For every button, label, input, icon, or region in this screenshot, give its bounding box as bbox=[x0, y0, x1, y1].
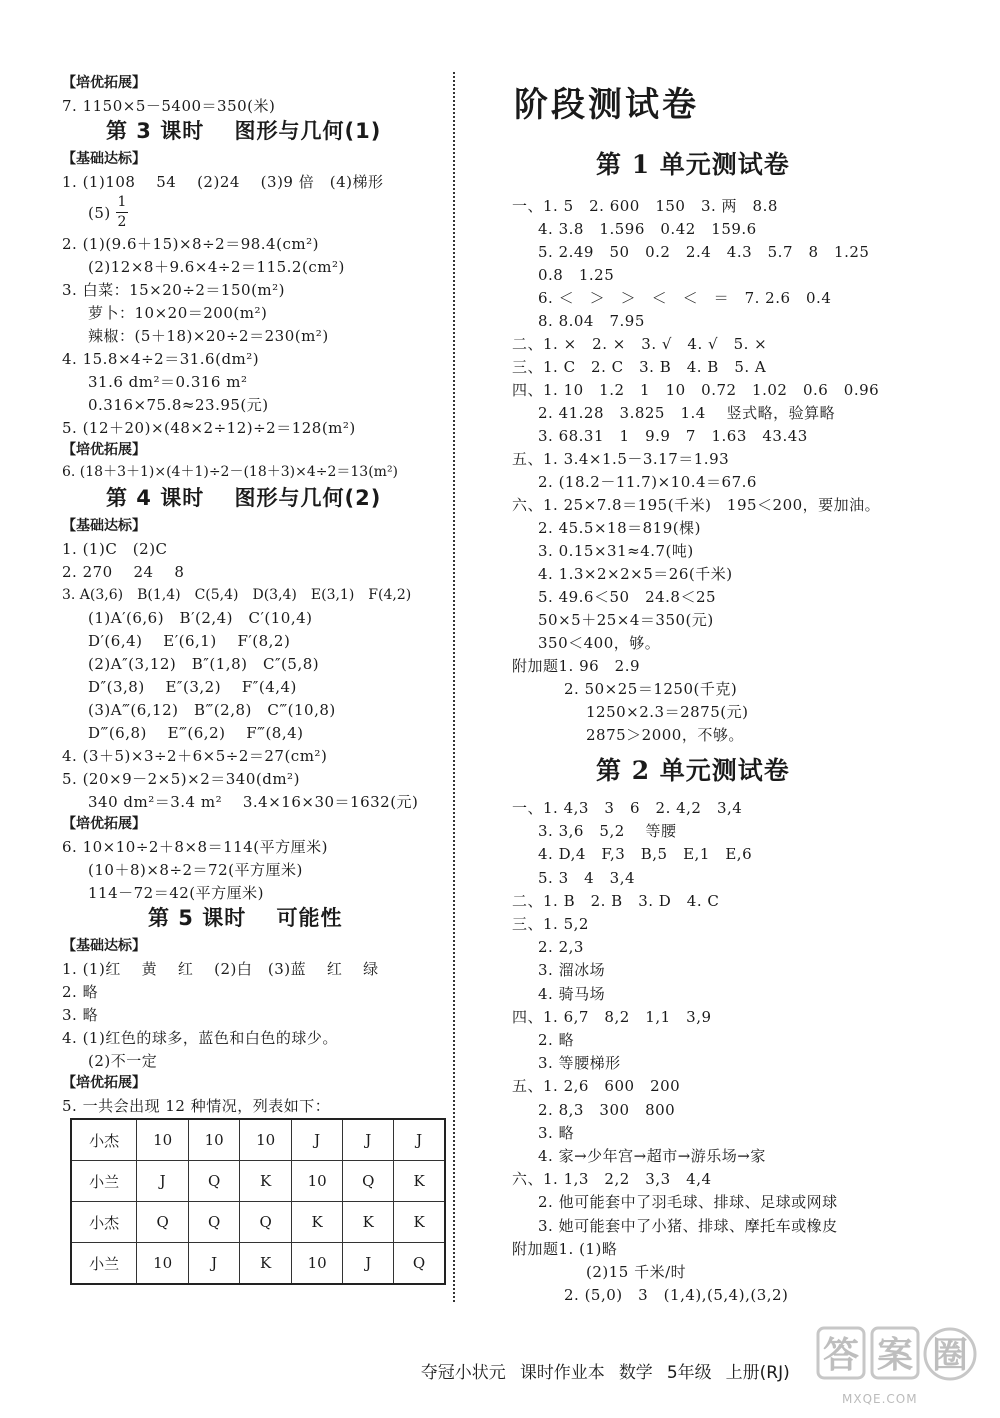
section-header: 【培优拓展】 bbox=[62, 1075, 146, 1091]
answer-line: 四、1. 10 1.2 1 10 0.72 1.02 0.6 0.96 bbox=[512, 381, 880, 399]
answer-line: 辣椒：(5＋18)×20÷2＝230(m²) bbox=[88, 327, 329, 345]
answer-line: 5. 2.49 50 0.2 2.4 4.3 5.7 8 1.25 bbox=[538, 243, 870, 261]
lesson-title: 第 5 课时 可能性 bbox=[148, 906, 343, 930]
table-cell: J bbox=[291, 1119, 343, 1161]
table-cell: K bbox=[240, 1243, 292, 1285]
answer-line: (10＋8)×8÷2＝72(平方厘米) bbox=[88, 861, 303, 879]
answer-line: (1)A′(6,6) B′(2,4) C′(10,4) bbox=[88, 609, 313, 627]
table-cell: Q bbox=[343, 1161, 394, 1202]
answer-line: 2. 略 bbox=[62, 983, 99, 1001]
answer-line: 4. 家→少年宫→超市→游乐场→家 bbox=[538, 1147, 766, 1165]
answer-line: 附加题1. 96 2.9 bbox=[512, 657, 641, 675]
answer-line: (5) bbox=[88, 204, 111, 222]
answer-line: 3. A(3,6) B(1,4) C(5,4) D(3,4) E(3,1) F(4,2) bbox=[62, 587, 412, 603]
table-cell: 小兰 bbox=[71, 1161, 137, 1202]
answer-line: (2)15 千米/时 bbox=[586, 1263, 687, 1281]
answer-line: 4. 3.8 1.596 0.42 159.6 bbox=[538, 220, 757, 238]
table-cell: 10 bbox=[291, 1161, 343, 1202]
answer-line: 2. 他可能套中了羽毛球、排球、足球或网球 bbox=[538, 1193, 838, 1212]
answer-line: D‴(6,8) E‴(6,2) F‴(8,4) bbox=[88, 724, 304, 742]
answer-line: 四、1. 6,7 8,2 1,1 3,9 bbox=[512, 1007, 712, 1026]
answer-line: 8. 8.04 7.95 bbox=[538, 312, 645, 330]
answer-line: 2. (18.2－11.7)×10.4＝67.6 bbox=[538, 473, 757, 491]
outcomes-table bbox=[70, 1118, 446, 1285]
answer-line: 350＜400，够。 bbox=[538, 634, 661, 652]
answer-line: 一、1. 4,3 3 6 2. 4,2 3,4 bbox=[512, 799, 743, 817]
answer-line: 7. 1150×5－5400＝350(米) bbox=[62, 97, 276, 115]
answer-line: 4. 15.8×4÷2＝31.6(dm²) bbox=[62, 350, 260, 368]
table-row bbox=[71, 1119, 445, 1161]
answer-line: 三、1. C 2. C 3. B 4. B 5. A bbox=[512, 358, 767, 376]
answer-line: 4. (3＋5)×3÷2＋6×5÷2＝27(cm²) bbox=[62, 747, 328, 765]
answer-line: 五、1. 3.4×1.5－3.17＝1.93 bbox=[512, 450, 730, 468]
answer-line: 1. (1)红 黄 红 (2)白 (3)蓝 红 绿 bbox=[62, 960, 379, 978]
table-cell: K bbox=[394, 1161, 445, 1202]
watermark-char: 答 bbox=[823, 1335, 860, 1376]
table-cell: J bbox=[137, 1161, 189, 1202]
table-cell: Q bbox=[240, 1202, 292, 1243]
footer-grade: 5年级 bbox=[666, 1363, 712, 1383]
table-cell: J bbox=[343, 1119, 394, 1161]
answer-line: 五、1. 2,6 600 200 bbox=[512, 1077, 681, 1096]
table-cell: Q bbox=[137, 1202, 189, 1243]
answer-line: 2875＞2000，不够。 bbox=[586, 726, 744, 744]
answer-line: 114－72＝42(平方厘米) bbox=[88, 884, 265, 902]
answer-line: 5. (20×9－2×5)×2＝340(dm²) bbox=[62, 770, 300, 788]
fraction-bar bbox=[116, 212, 128, 213]
answer-line: 3. 她可能套中了小猪、排球、摩托车或橡皮 bbox=[538, 1216, 838, 1235]
footer-volume: 上册(RJ) bbox=[725, 1363, 790, 1383]
page-footer bbox=[410, 1340, 804, 1384]
table-cell: K bbox=[291, 1202, 343, 1243]
answer-line: 4. D,4 F,3 B,5 E,1 E,6 bbox=[538, 845, 753, 864]
table-row bbox=[71, 1243, 445, 1285]
table-cell: 10 bbox=[240, 1119, 292, 1161]
answer-line: 1250×2.3＝2875(元) bbox=[586, 703, 749, 721]
answer-line: (3)A‴(6,12) B‴(2,8) C‴(10,8) bbox=[88, 701, 336, 719]
answer-line: 5. 3 4 3,4 bbox=[538, 868, 636, 887]
footer-brand: 夺冠小状元 bbox=[420, 1363, 506, 1383]
column-divider bbox=[453, 72, 455, 1302]
answer-line: 2. 41.28 3.825 1.4 竖式略，验算略 bbox=[538, 404, 836, 422]
table-cell: K bbox=[240, 1161, 292, 1202]
watermark-char: 圈 bbox=[932, 1335, 969, 1376]
watermark-logo bbox=[812, 1318, 980, 1402]
answer-line: 附加题1. (1)略 bbox=[512, 1239, 618, 1258]
answer-line: 0.316×75.8≈23.95(元) bbox=[88, 396, 269, 414]
answer-line: 2. (5,0) 3 (1,4),(5,4),(3,2) bbox=[564, 1286, 789, 1305]
answer-line: D″(3,8) E″(3,2) F″(4,4) bbox=[88, 678, 297, 696]
answer-line: 0.8 1.25 bbox=[538, 266, 615, 284]
section-header: 【培优拓展】 bbox=[62, 442, 146, 458]
lesson-title: 第 3 课时 图形与几何(1) bbox=[106, 119, 382, 143]
footer-subject: 数学 bbox=[618, 1363, 653, 1383]
answer-line: 3. 溜冰场 bbox=[538, 961, 606, 980]
answer-line: 3. 0.15×31≈4.7(吨) bbox=[538, 542, 694, 560]
answer-line: 3. 3,6 5,2 等腰 bbox=[538, 822, 677, 841]
answer-line: (2)12×8＋9.6×4÷2＝115.2(cm²) bbox=[88, 258, 345, 276]
answer-line: 6. ＜ ＞ ＞ ＜ ＜ ＝ 7. 2.6 0.4 bbox=[538, 289, 832, 307]
answer-line: 5. (12＋20)×(48×2÷12)÷2＝128(m²) bbox=[62, 419, 356, 437]
answer-line: 1. (1)108 54 (2)24 (3)9 倍 (4)梯形 bbox=[62, 173, 384, 191]
unit-title: 第 1 单元测试卷 bbox=[596, 150, 790, 179]
answer-line: 4. 骑马场 bbox=[538, 984, 606, 1003]
fraction-denominator: 2 bbox=[117, 214, 127, 230]
table-cell: J bbox=[343, 1243, 394, 1285]
footer-book: 课时作业本 bbox=[519, 1363, 605, 1383]
answer-line: D′(6,4) E′(6,1) F′(8,2) bbox=[88, 632, 291, 650]
table-cell: 小杰 bbox=[71, 1202, 137, 1243]
answer-line: 3. 等腰梯形 bbox=[538, 1054, 621, 1073]
answer-line: 六、1. 1,3 2,2 3,3 4,4 bbox=[512, 1170, 712, 1189]
answer-line: (2)不一定 bbox=[88, 1052, 158, 1070]
answer-line: 3. 白菜：15×20÷2＝150(m²) bbox=[62, 281, 286, 299]
answer-line: 4. 1.3×2×2×5＝26(千米) bbox=[538, 565, 733, 583]
answer-line: 4. (1)红色的球多，蓝色和白色的球少。 bbox=[62, 1029, 338, 1047]
answer-line: 5. 一共会出现 12 种情况，列表如下： bbox=[62, 1097, 331, 1115]
answer-line: 2. 50×25＝1250(千克) bbox=[564, 680, 738, 698]
watermark-site: MXQE.COM bbox=[842, 1392, 918, 1406]
answer-line: 5. 49.6＜50 24.8＜25 bbox=[538, 588, 717, 606]
section-header: 【基础达标】 bbox=[62, 518, 146, 534]
answer-line: 二、1. B 2. B 3. D 4. C bbox=[512, 891, 720, 910]
fraction-numerator: 1 bbox=[117, 194, 127, 210]
answer-line: 一、1. 5 2. 600 150 3. 两 8.8 bbox=[512, 197, 778, 215]
table-row bbox=[71, 1202, 445, 1243]
lesson-title: 第 4 课时 图形与几何(2) bbox=[106, 486, 382, 510]
table-cell: 10 bbox=[188, 1119, 240, 1161]
answer-line: 31.6 dm²＝0.316 m² bbox=[88, 373, 248, 391]
watermark-char: 案 bbox=[877, 1335, 914, 1376]
table-cell: Q bbox=[394, 1243, 445, 1285]
answer-line: 2. 2,3 bbox=[538, 938, 584, 957]
answer-line: 三、1. 5,2 bbox=[512, 915, 589, 933]
answer-line: 二、1. × 2. × 3. √ 4. √ 5. × bbox=[512, 335, 768, 353]
answer-line: 3. 略 bbox=[538, 1123, 575, 1142]
table-cell: J bbox=[394, 1119, 445, 1161]
answer-line: 2. 8,3 300 800 bbox=[538, 1100, 676, 1119]
answer-line: 1. (1)C (2)C bbox=[62, 540, 168, 558]
answer-line: 2. 270 24 8 bbox=[62, 563, 185, 581]
table-cell: 10 bbox=[137, 1119, 189, 1161]
section-header: 【培优拓展】 bbox=[62, 75, 146, 91]
table-cell: 10 bbox=[291, 1243, 343, 1285]
table-cell: K bbox=[394, 1202, 445, 1243]
table-cell: 小杰 bbox=[71, 1119, 137, 1161]
answer-line: 2. 45.5×18＝819(棵) bbox=[538, 519, 701, 537]
table-cell: 10 bbox=[137, 1243, 189, 1285]
answer-line: 50×5＋25×4＝350(元) bbox=[538, 611, 714, 629]
answer-line: 6. (18＋3＋1)×(4＋1)÷2－(18＋3)×4÷2＝13(m²) bbox=[62, 464, 399, 480]
unit-title: 第 2 单元测试卷 bbox=[596, 756, 790, 785]
table-cell: Q bbox=[188, 1161, 240, 1202]
table-cell: 小兰 bbox=[71, 1243, 137, 1285]
answer-line: 3. 略 bbox=[62, 1006, 99, 1024]
answer-line: 2. (1)(9.6＋15)×8÷2＝98.4(cm²) bbox=[62, 235, 319, 253]
section-header: 【培优拓展】 bbox=[62, 816, 146, 832]
answer-line: 340 dm²＝3.4 m² 3.4×16×30＝1632(元) bbox=[88, 793, 419, 811]
page-title: 阶段测试卷 bbox=[514, 85, 699, 125]
answer-line: 2. 略 bbox=[538, 1031, 575, 1049]
answer-line: 6. 10×10÷2＋8×8＝114(平方厘米) bbox=[62, 838, 328, 856]
table-row bbox=[71, 1161, 445, 1202]
table-cell: K bbox=[343, 1202, 394, 1243]
answer-line: 六、1. 25×7.8＝195(千米) 195＜200，要加油。 bbox=[512, 496, 881, 514]
answer-line: 萝卜：10×20＝200(m²) bbox=[88, 304, 268, 322]
table-cell: J bbox=[188, 1243, 240, 1285]
section-header: 【基础达标】 bbox=[62, 938, 146, 954]
table-cell: Q bbox=[188, 1202, 240, 1243]
answer-line: (2)A″(3,12) B″(1,8) C″(5,8) bbox=[88, 655, 320, 673]
answer-line: 3. 68.31 1 9.9 7 1.63 43.43 bbox=[538, 427, 808, 445]
section-header: 【基础达标】 bbox=[62, 151, 146, 167]
